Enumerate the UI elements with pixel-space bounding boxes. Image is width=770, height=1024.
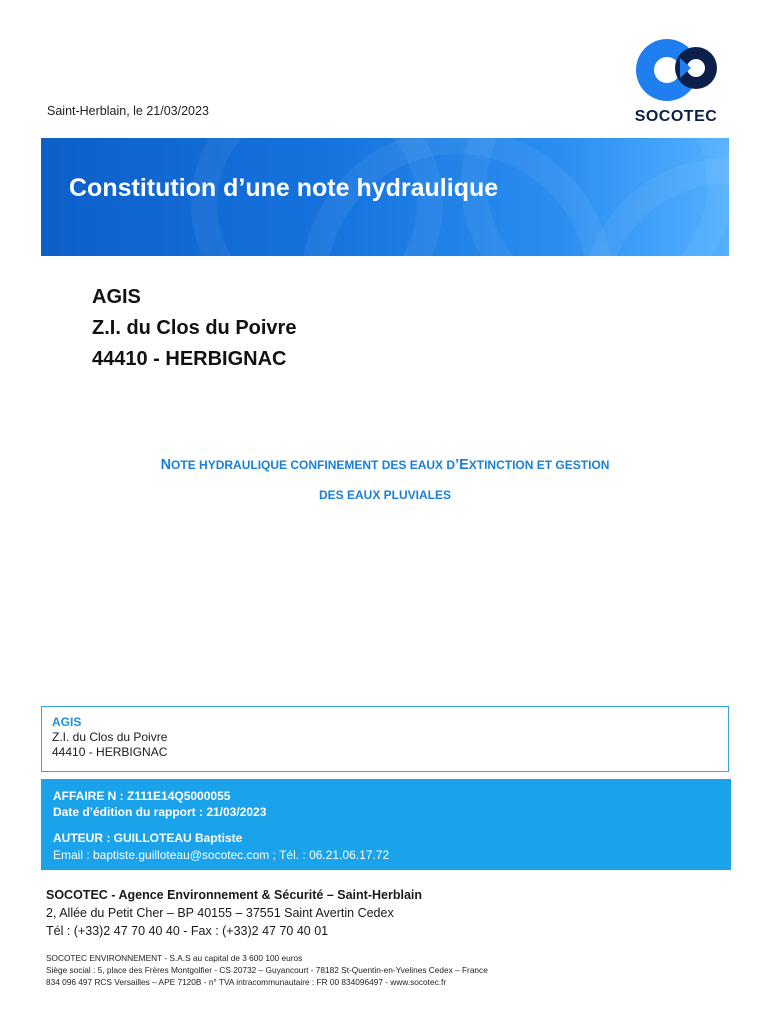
title-banner xyxy=(41,138,729,256)
document-title: Constitution d’une note hydraulique xyxy=(69,174,499,202)
agency-name: SOCOTEC - Agence Environnement & Sécurité – Saint-Herblain xyxy=(46,888,423,902)
socotec-logo xyxy=(624,36,734,128)
author-contact: Email : baptiste.guilloteau@socotec.com ; Tél. : 06.21.06.17.72 xyxy=(53,848,390,862)
site-city: 44410 - HERBIGNAC xyxy=(92,348,287,370)
agency-phone: Tél : (+33)2 47 70 40 40 - Fax : (+33)2 47 70 40 01 xyxy=(46,924,329,938)
affaire-number: AFFAIRE N : Z111E14Q5000055 xyxy=(53,789,231,803)
legal-line-1: SOCOTEC ENVIRONNEMENT - S.A.S au capital de 3 600 100 euros xyxy=(46,953,303,963)
logo-wordmark: SOCOTEC xyxy=(634,108,718,125)
client-city: 44410 - HERBIGNAC xyxy=(52,745,168,759)
legal-line-2: Siège social : 5, place des Frères Montgolfier - CS 20732 – Guyancourt - 78182 St-Quentin-en-Yvelines Cedex – France xyxy=(46,965,488,975)
client-box xyxy=(41,706,729,772)
agency-address: 2, Allée du Petit Cher – BP 40155 – 37551 Saint Avertin Cedex xyxy=(46,906,394,920)
note-subtitle-line1: NOTE HYDRAULIQUE CONFINEMENT DES EAUX D’EXTINCTION ET GESTION xyxy=(160,457,610,473)
client-name: AGIS xyxy=(52,715,82,729)
affaire-box xyxy=(41,779,731,870)
site-address xyxy=(92,282,296,375)
site-name: AGIS xyxy=(92,286,141,308)
agency-block xyxy=(46,886,422,940)
author: AUTEUR : GUILLOTEAU Baptiste xyxy=(53,831,243,845)
site-street: Z.I. du Clos du Poivre xyxy=(92,317,297,339)
legal-footer xyxy=(46,952,488,988)
edition-date: Date d’édition du rapport : 21/03/2023 xyxy=(53,805,267,819)
socotec-logo-icon xyxy=(636,36,720,106)
client-street: Z.I. du Clos du Poivre xyxy=(52,730,168,744)
note-subtitle-line2: DES EAUX PLUVIALES xyxy=(318,488,452,502)
legal-line-3: 834 096 497 RCS Versailles – APE 7120B - n° TVA intracommunautaire : FR 00 834096497 - www.socotec.fr xyxy=(46,977,447,987)
note-subtitle xyxy=(60,450,710,510)
date-line: Saint-Herblain, le 21/03/2023 xyxy=(47,104,209,118)
